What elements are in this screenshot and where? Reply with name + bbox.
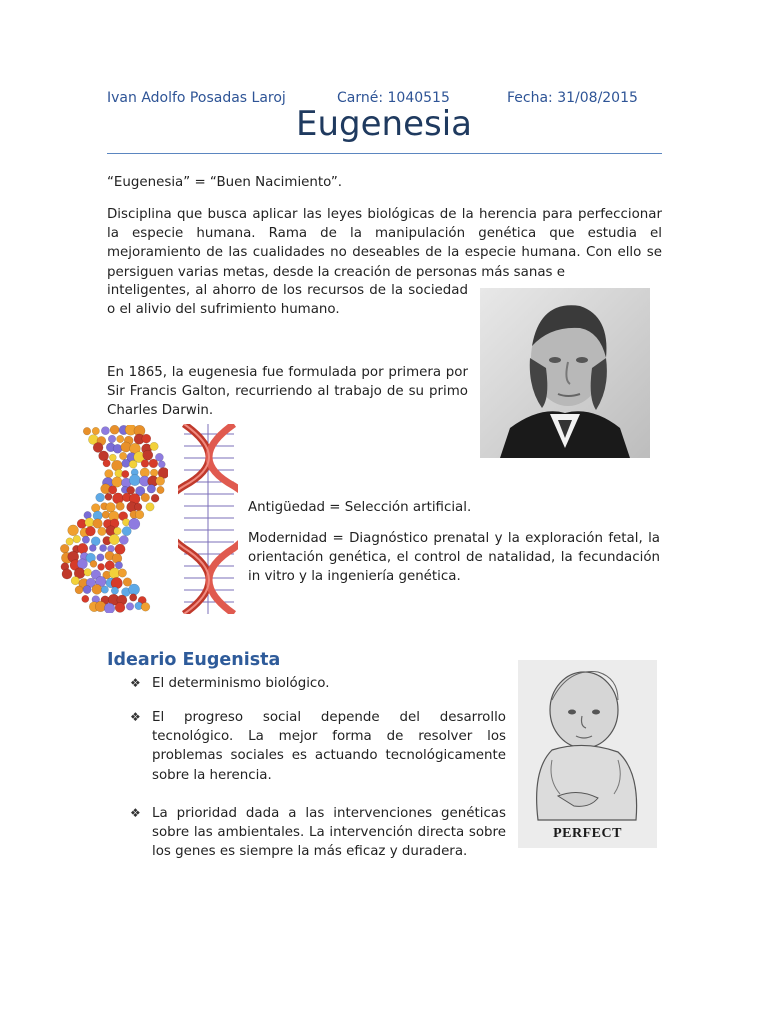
molecule-atom <box>84 569 92 577</box>
perfect-baby-image <box>518 660 657 848</box>
molecule-atom <box>158 461 165 468</box>
molecule-atom <box>103 460 110 467</box>
molecule-atom <box>149 459 158 468</box>
molecule-atom <box>129 584 140 595</box>
paragraph-definition-cont: inteligentes, al ahorro de los recursos de la sociedad o el alivio del sufrimiento humano. <box>107 283 468 318</box>
diamond-bullet-icon: ❖ <box>130 710 141 724</box>
molecule-atom <box>85 518 94 527</box>
molecule-atom <box>66 538 73 545</box>
molecule-atom <box>123 578 132 587</box>
molecule-atom <box>129 475 140 486</box>
molecule-atom <box>83 586 91 594</box>
galton-portrait-image <box>480 288 650 458</box>
molecule-atom <box>130 594 137 601</box>
molecule-atom <box>104 603 115 613</box>
dna-helix-image <box>178 424 238 614</box>
molecule-atom <box>110 425 119 434</box>
molecule-atom <box>109 486 117 494</box>
molecule-atom <box>146 503 154 511</box>
molecule-atom <box>105 493 112 500</box>
molecule-atom <box>122 470 129 477</box>
molecule-atom <box>86 526 96 536</box>
molecule-atom <box>108 435 116 443</box>
molecule-atom <box>143 450 153 460</box>
page-title: Eugenesia <box>296 104 472 144</box>
bullet-item <box>130 804 506 862</box>
intro-definition: “Eugenesia” = “Buen Nacimiento”. <box>107 175 343 190</box>
molecule-atom <box>135 510 144 519</box>
molecule-atom <box>75 586 83 594</box>
molecule-atom <box>92 427 99 434</box>
molecule-atom <box>121 442 131 452</box>
molecule-atom <box>150 442 158 450</box>
molecule-atom <box>117 435 124 442</box>
molecule-atom <box>156 477 165 486</box>
molecule-atom <box>109 454 116 461</box>
molecule-atom <box>102 511 109 518</box>
molecule-atom <box>90 560 97 567</box>
section-heading-ideario: Ideario Eugenista <box>107 650 281 670</box>
molecule-atom <box>118 569 126 577</box>
modernidad-paragraph: Modernidad = Diagnóstico prenatal y la exploración fetal, la orientación genética, el control de natalidad, la fecundación in vitro y la ingeniería genética. <box>248 531 660 585</box>
molecule-atom <box>89 545 96 552</box>
molecule-atom <box>101 427 109 435</box>
molecule-atom <box>119 536 128 545</box>
bullet-text: La prioridad dada a las intervenciones genéticas sobre las ambientales. La intervención directa sobre los genes es siempre la más eficaz y duradera. <box>152 806 506 860</box>
author-name: Ivan Adolfo Posadas Laroj <box>107 90 286 106</box>
date-field: Fecha: 31/08/2015 <box>507 90 638 106</box>
molecule-atom <box>82 595 89 602</box>
molecule-atom <box>141 493 150 502</box>
molecule-atom <box>101 586 108 593</box>
molecule-atom <box>105 470 113 478</box>
molecule-atom <box>119 452 126 459</box>
antiguedad-line: Antigüedad = Selección artificial. <box>248 500 472 515</box>
paragraph-galton: En 1865, la eugenesia fue formulada por primera por Sir Francis Galton, recurriendo al trabajo de su primo Charles Darwin. <box>107 365 468 419</box>
molecule-atom <box>98 527 106 535</box>
molecule-atom <box>97 554 104 561</box>
molecule-atom <box>141 460 149 468</box>
molecule-atom <box>92 584 102 594</box>
molecule-atom <box>95 601 106 612</box>
molecule-atom <box>115 544 125 554</box>
molecule-atom <box>122 459 130 467</box>
molecule-atom <box>114 527 122 535</box>
bullet-item <box>130 708 506 785</box>
molecule-atom <box>116 502 124 510</box>
title-underline <box>107 153 662 154</box>
molecule-atom <box>82 536 89 543</box>
molecule-atom <box>106 503 116 513</box>
molecule-atom <box>134 503 142 511</box>
molecule-atom <box>126 603 134 611</box>
molecule-atom <box>142 434 151 443</box>
molecule-atom <box>96 493 105 502</box>
molecule-atom <box>111 587 118 594</box>
molecule-atom <box>151 494 159 502</box>
molecule-atom <box>68 525 79 536</box>
molecule-atom <box>115 562 122 569</box>
molecule-atom <box>115 603 125 613</box>
diamond-bullet-icon: ❖ <box>130 806 141 820</box>
molecule-atom <box>129 460 137 468</box>
paragraph-definition: Disciplina que busca aplicar las leyes biológicas de la herencia para perfeccionar la especie humana. Rama de la manipulación genética que estudia el mejoramiento de las cualidades no deseables de la especie humana. Con ello se persiguen varias metas, desde la creación de personas más sanas e <box>107 207 662 280</box>
molecule-atom <box>93 519 103 529</box>
molecule-atom <box>62 569 72 579</box>
molecule-atom <box>112 460 123 471</box>
molecule-atom <box>141 602 150 611</box>
molecule-atom <box>98 563 105 570</box>
molecule-atom <box>71 577 79 585</box>
molecule-atom <box>122 527 131 536</box>
molecule-atom <box>150 469 158 477</box>
molecule-atom <box>83 427 91 435</box>
bullet-text: El determinismo biológico. <box>152 676 330 691</box>
molecule-atom <box>100 545 107 552</box>
molecule-atom <box>93 443 103 453</box>
perfect-caption: PERFECT <box>553 826 622 841</box>
molecule-atom <box>129 518 140 529</box>
molecule-atom <box>78 543 88 553</box>
bullet-text: El progreso social depende del desarrollo tecnológico. La mejor forma de resolver los problemas sociales es actuando tecnológicamente sobre la herencia. <box>152 710 506 783</box>
bullet-item <box>130 674 506 693</box>
molecule-atom <box>147 485 156 494</box>
molecule-atom <box>77 559 87 569</box>
molecule-atom <box>60 544 69 553</box>
molecule-atom <box>157 486 164 493</box>
molecule-atom <box>73 535 81 543</box>
carne-field: Carné: 1040515 <box>337 90 450 106</box>
diamond-bullet-icon: ❖ <box>130 676 141 690</box>
dna-molecule-image <box>60 425 168 613</box>
molecule-atom <box>109 534 119 544</box>
